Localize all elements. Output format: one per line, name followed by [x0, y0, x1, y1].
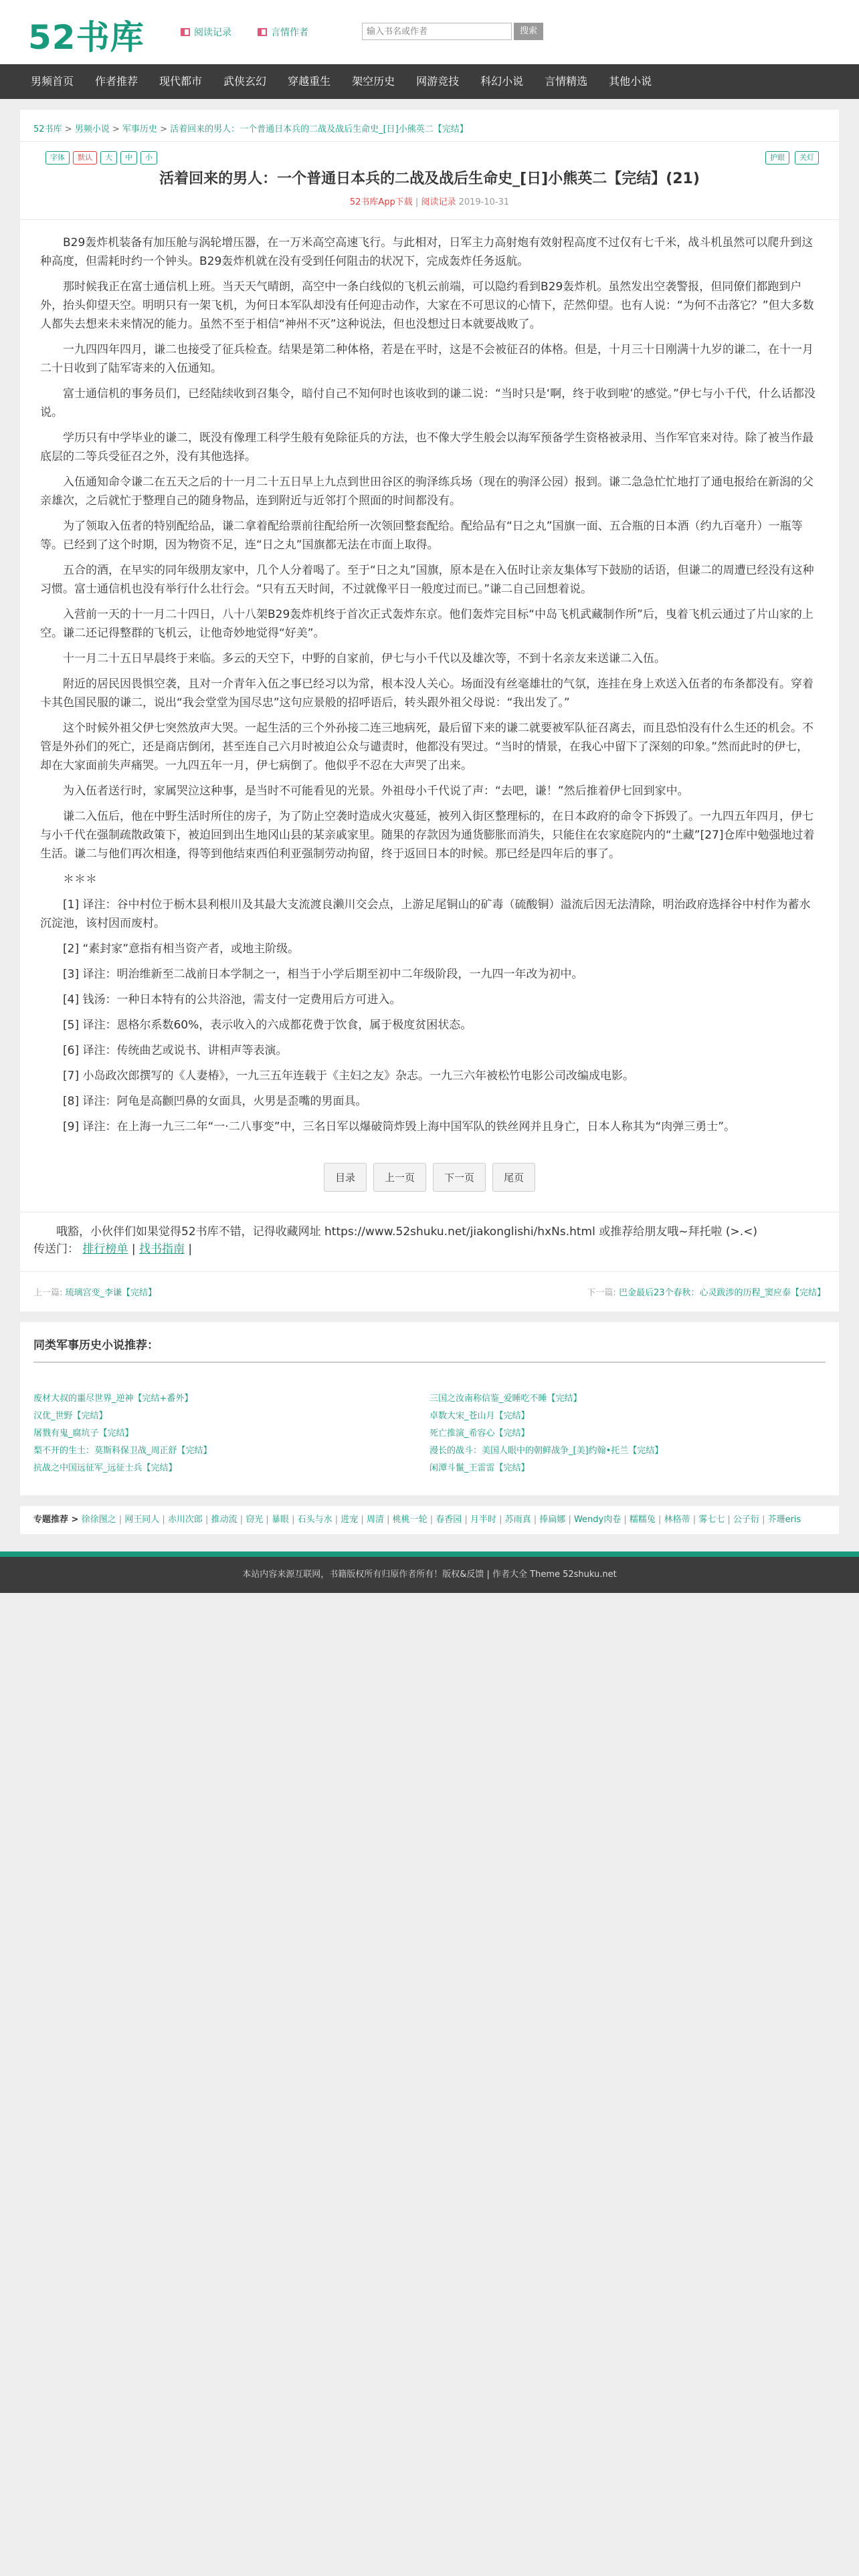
next-book-link[interactable]: 巴金最后23个春秋：心灵跋涉的历程_窦应泰【完结】: [618, 1288, 826, 1298]
paragraph: [4] 钱汤：一种日本特有的公共浴池，需支付一定费用后方可进入。: [63, 993, 401, 1006]
tag-link[interactable]: 林格蒂: [664, 1515, 690, 1525]
paragraph: [6] 译注：传统曲艺或说书、讲相声等表演。: [63, 1044, 288, 1057]
last-page-button[interactable]: 尾页: [492, 1163, 535, 1192]
recommend-item[interactable]: 卓数大宋_苍山月【完结】: [430, 1411, 530, 1421]
guide-link[interactable]: 找书指南: [138, 1243, 185, 1256]
tag-link[interactable]: 糯糯兔: [629, 1515, 656, 1525]
footer-accent: [0, 1551, 859, 1557]
read-history-link[interactable]: 阅读记录: [181, 25, 231, 39]
paragraph: 谦二入伍后，他在中野生活时所住的房子，为了防止空袭时造成火灾蔓延，被列入街区整理标的，在日本政府的命令下拆毁了。一九四五年四月，伊七与小千代在强制疏散政策下，被迫回到出生地冈山县的某亲戚家里。随果的存款因为通货膨胀而消失，只能住在农家庭院内的“土藏”[27]仓库中勉强地过着生活。谦二与他们再次相逢，得等到他结束西伯利亚强制劳动拘留，终于返回日本的时候。那已经是四年后的事了。: [40, 810, 815, 861]
font-label: 字体: [45, 151, 70, 165]
tag-link[interactable]: 捧扁娜: [539, 1515, 566, 1525]
recommend-heading: 同类军事历史小说推荐：: [33, 1335, 826, 1363]
paragraph: [7] 小岛政次郎撰写的《人妻椿》，一九三五年连载于《主妇之友》杂志。一九三六年被松竹电影公司改编成电影。: [63, 1069, 634, 1083]
paragraph: 那时候我正在富士通信机上班。当天天气晴朗，高空中一条白线似的飞机云前端，可以隐约看到B29轰炸机。虽然发出空袭警报，但同僚们都跑到户外，抬头仰望天空。明明只有一架飞机，为何日本军队却没有任何迎击动作，大家在不可思议的心情下，茫然仰望。也有人说：“为何不击落它？”但大多数人都失去想来未来情况的能力。虽然不至于相信“神州不灭”这种说法，但也没想过日本就要战败了。: [40, 280, 814, 331]
paragraph: B29轰炸机装备有加压舱与涡轮增压器，在一万米高空高速飞行。与此相对，日军主力高射炮有效射程高度不过仅有七千米，战斗机虽然可以爬升到这种高度，但需耗时约一个钟头。B29轰炸机就在没有受到任何阻击的状况下，完成轰炸任务返航。: [40, 236, 814, 268]
nav-item[interactable]: 其他小说: [609, 75, 652, 88]
site-logo[interactable]: 52书库: [28, 18, 145, 57]
tag-link[interactable]: 窃光: [246, 1515, 264, 1525]
paragraph: [9] 译注：在上海一九三二年“一·二八事变”中，三名日军以爆破筒炸毁上海中国军队的铁丝网并且身亡，日本人称其为“肉弹三勇士”。: [63, 1120, 736, 1134]
chapter-title: 活着回来的男人：一个普通日本兵的二战及战后生命史_[日]小熊英二【完结】(21): [159, 171, 700, 187]
tag-link[interactable]: 公子衍: [733, 1515, 759, 1525]
breadcrumb-book[interactable]: 活着回来的男人：一个普通日本兵的二战及战后生命史_[日]小熊英二【完结】: [170, 124, 468, 134]
eye-care-button[interactable]: 护眼: [765, 151, 789, 165]
tag-link[interactable]: 网王同人: [124, 1515, 160, 1525]
portal-row: 传送门： 排行榜单 | 找书指南 |: [33, 1243, 193, 1256]
tag-link[interactable]: 徐徐图之: [81, 1515, 116, 1525]
paragraph: 入营前一天的十一月二十四日，八十八架B29轰炸机终于首次正式轰炸东京。他们轰炸完目标“中岛飞机武藏制作所”后，曳着飞机云通过了片山家的上空。谦二还记得整群的飞机云，让他奇妙地觉得“好美”。: [40, 608, 814, 640]
footer: 本站内容来源互联网，书籍版权所有归原作者所有！版权&反馈 | 作者大全 Theme 52shuku.net: [0, 1557, 859, 1593]
recommend-item[interactable]: 死亡推演_希容心【完结】: [430, 1428, 530, 1438]
paragraph: ＊＊＊: [63, 873, 97, 886]
read-history-link[interactable]: 阅读记录: [421, 197, 456, 207]
pager: [20, 1156, 839, 1212]
tag-link[interactable]: 苏雨真: [504, 1515, 531, 1525]
paragraph: 这个时候外祖父伊七突然放声大哭。一起生活的三个外孙接二连三地病死，最后留下来的谦二就要被军队征召离去，而且恐怕没有什么生还的机会。不管是外孙们的死亡，还是商店倒闭，甚至连自己六月时被迫公众与谴责时，他都没有哭过。“当时的情景，在我心中留下了深刻的印象。”然而此时的伊七，却在大家面前失声痛哭。一九四五年一月，伊七病倒了。他似乎不忍在大声哭了出来。: [40, 722, 814, 772]
search-input[interactable]: [362, 23, 512, 40]
ranking-link[interactable]: 排行榜单: [82, 1243, 128, 1256]
paragraph: 为了领取入伍者的特别配给品，谦二拿着配给票前往配给所一次领回整套配给。配给品有“日之丸”国旗一面、五合瓶的日本酒（约九百毫升）一瓶等等。已经到了这个时期，因为物资不足，连“日之丸”国旗都无法在市面上取得。: [40, 520, 803, 552]
tag-link[interactable]: 周清: [366, 1515, 384, 1525]
toc-button[interactable]: 目录: [324, 1163, 367, 1192]
prev-page-button[interactable]: 上一页: [373, 1163, 426, 1192]
recommend-item[interactable]: 废材大叔的噩尽世界_逆神【完结+番外】: [33, 1394, 193, 1404]
tag-link[interactable]: 暴眼: [271, 1515, 289, 1525]
recommend-item[interactable]: 梨不开的生土：莫斯科保卫战_周正舒【完结】: [33, 1446, 212, 1456]
paragraph: 十一月二十五日早晨终于来临。多云的天空下，中野的自家前，伊七与小千代以及雄次等，不到十名亲友来送谦二入伍。: [63, 652, 666, 665]
recommend-item[interactable]: 屠戮有鬼_腐坑子【完结】: [33, 1428, 134, 1438]
nav-item[interactable]: 穿越重生: [288, 75, 331, 88]
paragraph: 附近的居民因畏惧空袭，且对一介青年入伍之事已经习以为常，根本没人关心。场面没有丝毫雄壮的气氛，连挂在身上欢送入伍者的布条都没有。穿着卡其色国民服的谦二，说出“我会堂堂为国尽忠”这句应景般的招呼语后，转头跟外祖父母说：“我出发了。”: [40, 677, 814, 710]
prev-next-book: 上一篇: 琉璃宫变_李谦【完结】 下一篇: 巴金最后23个春秋：心灵跋涉的历程_窦应泰【完结】: [20, 1271, 839, 1311]
bookmark-tip: [20, 1212, 839, 1271]
tag-link[interactable]: 月半时: [470, 1515, 496, 1525]
paragraph: 为入伍者送行时，家属哭泣这种事，是当时不可能看见的光景。外祖母小千代说了声：“去吧，谦！”然后推着伊七回到家中。: [63, 784, 689, 798]
recommend-section: [20, 1322, 839, 1495]
paragraph: 一九四四年四月，谦二也接受了征兵检查。结果是第二种体格，若是在平时，这是不会被征召的体格。但是，十月三十日刚满十九岁的谦二，在十一月二十日收到了陆军寄来的入伍通知。: [40, 343, 814, 375]
breadcrumb: 52书库 > 男频小说 > 军事历史 > 活着回来的男人：一个普通日本兵的二战及战后生命史_[日]小熊英二【完结】: [20, 110, 839, 142]
page-background: [0, 1593, 859, 2449]
nav-item[interactable]: 架空历史: [352, 75, 395, 88]
next-page-button[interactable]: 下一页: [433, 1163, 486, 1192]
nav-item[interactable]: 科幻小说: [480, 75, 524, 88]
paragraph: [3] 译注：明治维新至二战前日本学制之一，相当于小学后期至初中二年级阶段，一九四一年改为初中。: [63, 968, 583, 981]
chapter-header: [20, 142, 839, 220]
author-icon: [258, 28, 267, 36]
nav-item[interactable]: 网游竞技: [416, 75, 460, 88]
tag-link[interactable]: 进宠: [341, 1515, 359, 1525]
chapter-meta: 52书库App下载 | 阅读记录 2019-10-31: [349, 197, 510, 207]
tag-link[interactable]: 雾七七: [698, 1515, 725, 1525]
nav-item[interactable]: 言情精选: [545, 75, 588, 88]
tag-link[interactable]: 赤川次郎: [167, 1515, 203, 1525]
prev-book-link[interactable]: 琉璃宫变_李谦【完结】: [65, 1288, 157, 1298]
lights-off-button[interactable]: 关灯: [795, 151, 819, 165]
top-bar: [0, 0, 859, 64]
nav-item[interactable]: 武侠玄幻: [223, 75, 267, 88]
theme-controls: [765, 151, 819, 165]
history-icon: [181, 28, 190, 36]
nav-item[interactable]: 现代都市: [159, 75, 203, 88]
topic-tags: 专题推荐 > 徐徐图之 | 网王同人 | 赤川次郎 | 推动流 | 窃光 | 暴眼 | 石头与水 | 进宠 | 周清 | 桃桃一轮 | 春香园 | 月半时 | 苏雨真 | 捧扁娜 | Wendy肉卷 | 糯糯兔 | 林格蒂 | 雾七七 | 公子衍 | 芥珊eris: [20, 1506, 839, 1534]
recommend-item[interactable]: 抗战之中国远征军_远征士兵【完结】: [33, 1463, 177, 1473]
publish-date: 2019-10-31: [458, 197, 510, 207]
main-nav: [0, 64, 859, 99]
author-search-link[interactable]: 言情作者: [258, 25, 308, 39]
paragraph: 入伍通知命令谦二在五天之后的十一月二十五日早上九点到世田谷区的驹泽练兵场（现在的驹泽公园）报到。谦二急急忙忙地打了通电报给在新潟的父亲雄次，之后就忙于整理自己的随身物品，连到附近与近邻打个照面的时间都没有。: [40, 475, 814, 508]
paragraph: 学历只有中学毕业的谦二，既没有像理工科学生般有免除征兵的方法，也不像大学生般会以海军预备学生资格被录用、当作军官来对待。除了被当作最底层的二等兵受征召之外，没有其他选择。: [40, 431, 814, 463]
font-small-button[interactable]: 小: [140, 151, 157, 165]
search-box: [362, 23, 543, 40]
tag-link[interactable]: 推动流: [211, 1515, 237, 1525]
font-medium-button[interactable]: 中: [120, 151, 137, 165]
recommend-item[interactable]: 汉优_世野【完结】: [33, 1411, 108, 1421]
breadcrumb-subcategory[interactable]: 军事历史: [122, 124, 157, 134]
font-default-button[interactable]: 默认: [73, 151, 97, 165]
search-button[interactable]: 搜索: [514, 23, 543, 40]
font-large-button[interactable]: 大: [100, 151, 117, 165]
paragraph: [8] 译注：阿龟是高颧凹鼻的女面具，火男是歪嘴的男面具。: [63, 1095, 367, 1108]
app-download-link[interactable]: 52书库App下载: [349, 197, 413, 207]
chapter-page: [20, 110, 839, 1212]
tag-link[interactable]: 芥珊eris: [767, 1515, 801, 1525]
tags-label: 专题推荐 >: [33, 1515, 79, 1525]
tip-text: 哦豁，小伙伴们如果觉得52书库不错，记得收藏网址 https://www.52shuku.net/jiakonglishi/hxNs.html 或推荐给朋友哦~拜托啦 (>.<): [56, 1225, 758, 1239]
nav-item[interactable]: 男频首页: [31, 75, 74, 88]
recommend-list: [33, 1363, 826, 1475]
tag-link[interactable]: 春香园: [436, 1515, 462, 1525]
font-controls: [45, 151, 157, 165]
breadcrumb-home[interactable]: 52书库: [33, 124, 62, 134]
recommend-item[interactable]: 三国之汝南称信鉴_爱睡吃不睡【完结】: [430, 1394, 582, 1404]
recommend-item[interactable]: 漫长的战斗：美国人眼中的朝鲜战争_[美]约翰•托兰【完结】: [430, 1446, 664, 1456]
paragraph: [5] 译注：恩格尔系数60%，表示收入的六成都花费于饮食，属于极度贫困状态。: [63, 1018, 472, 1032]
chapter-content: [20, 220, 839, 1156]
recommend-item[interactable]: 闲潭斗鬣_王雷雷【完结】: [430, 1463, 530, 1473]
nav-item[interactable]: 作者推荐: [95, 75, 138, 88]
tag-link[interactable]: 桃桃一轮: [392, 1515, 427, 1525]
tag-link[interactable]: 石头与水: [297, 1515, 332, 1525]
tag-link[interactable]: Wendy肉卷: [573, 1515, 622, 1525]
paragraph: 五合的酒，在早实的同年级朋友家中，几个人分着喝了。至于“日之丸”国旗，原本是在入伍时让亲友集体写下鼓励的话语，但谦二的周遭已经没有这种习惯。富士通信机也没有举行什么壮行会。“只有五天时间，不过就像平日一般度过而已。”谦二自己回想着说。: [40, 564, 814, 596]
breadcrumb-category[interactable]: 男频小说: [74, 124, 110, 134]
paragraph: [1] 译注：谷中村位于栃木县利根川及其最大支流渡良濑川交会点，上游足尾铜山的矿毒（硫酸铜）溢流后因无法清除，明治政府选择谷中村作为蓄水沉淀池，该村因而废村。: [40, 898, 811, 930]
paragraph: [2] “素封家”意指有相当资产者，或地主阶级。: [63, 942, 300, 956]
paragraph: 富士通信机的事务员们，已经陆续收到召集令，暗付自己不知何时也该收到的谦二说：“当时只是‘啊，终于收到啦’的感觉。”伊七与小千代，什么话都没说。: [40, 387, 816, 419]
